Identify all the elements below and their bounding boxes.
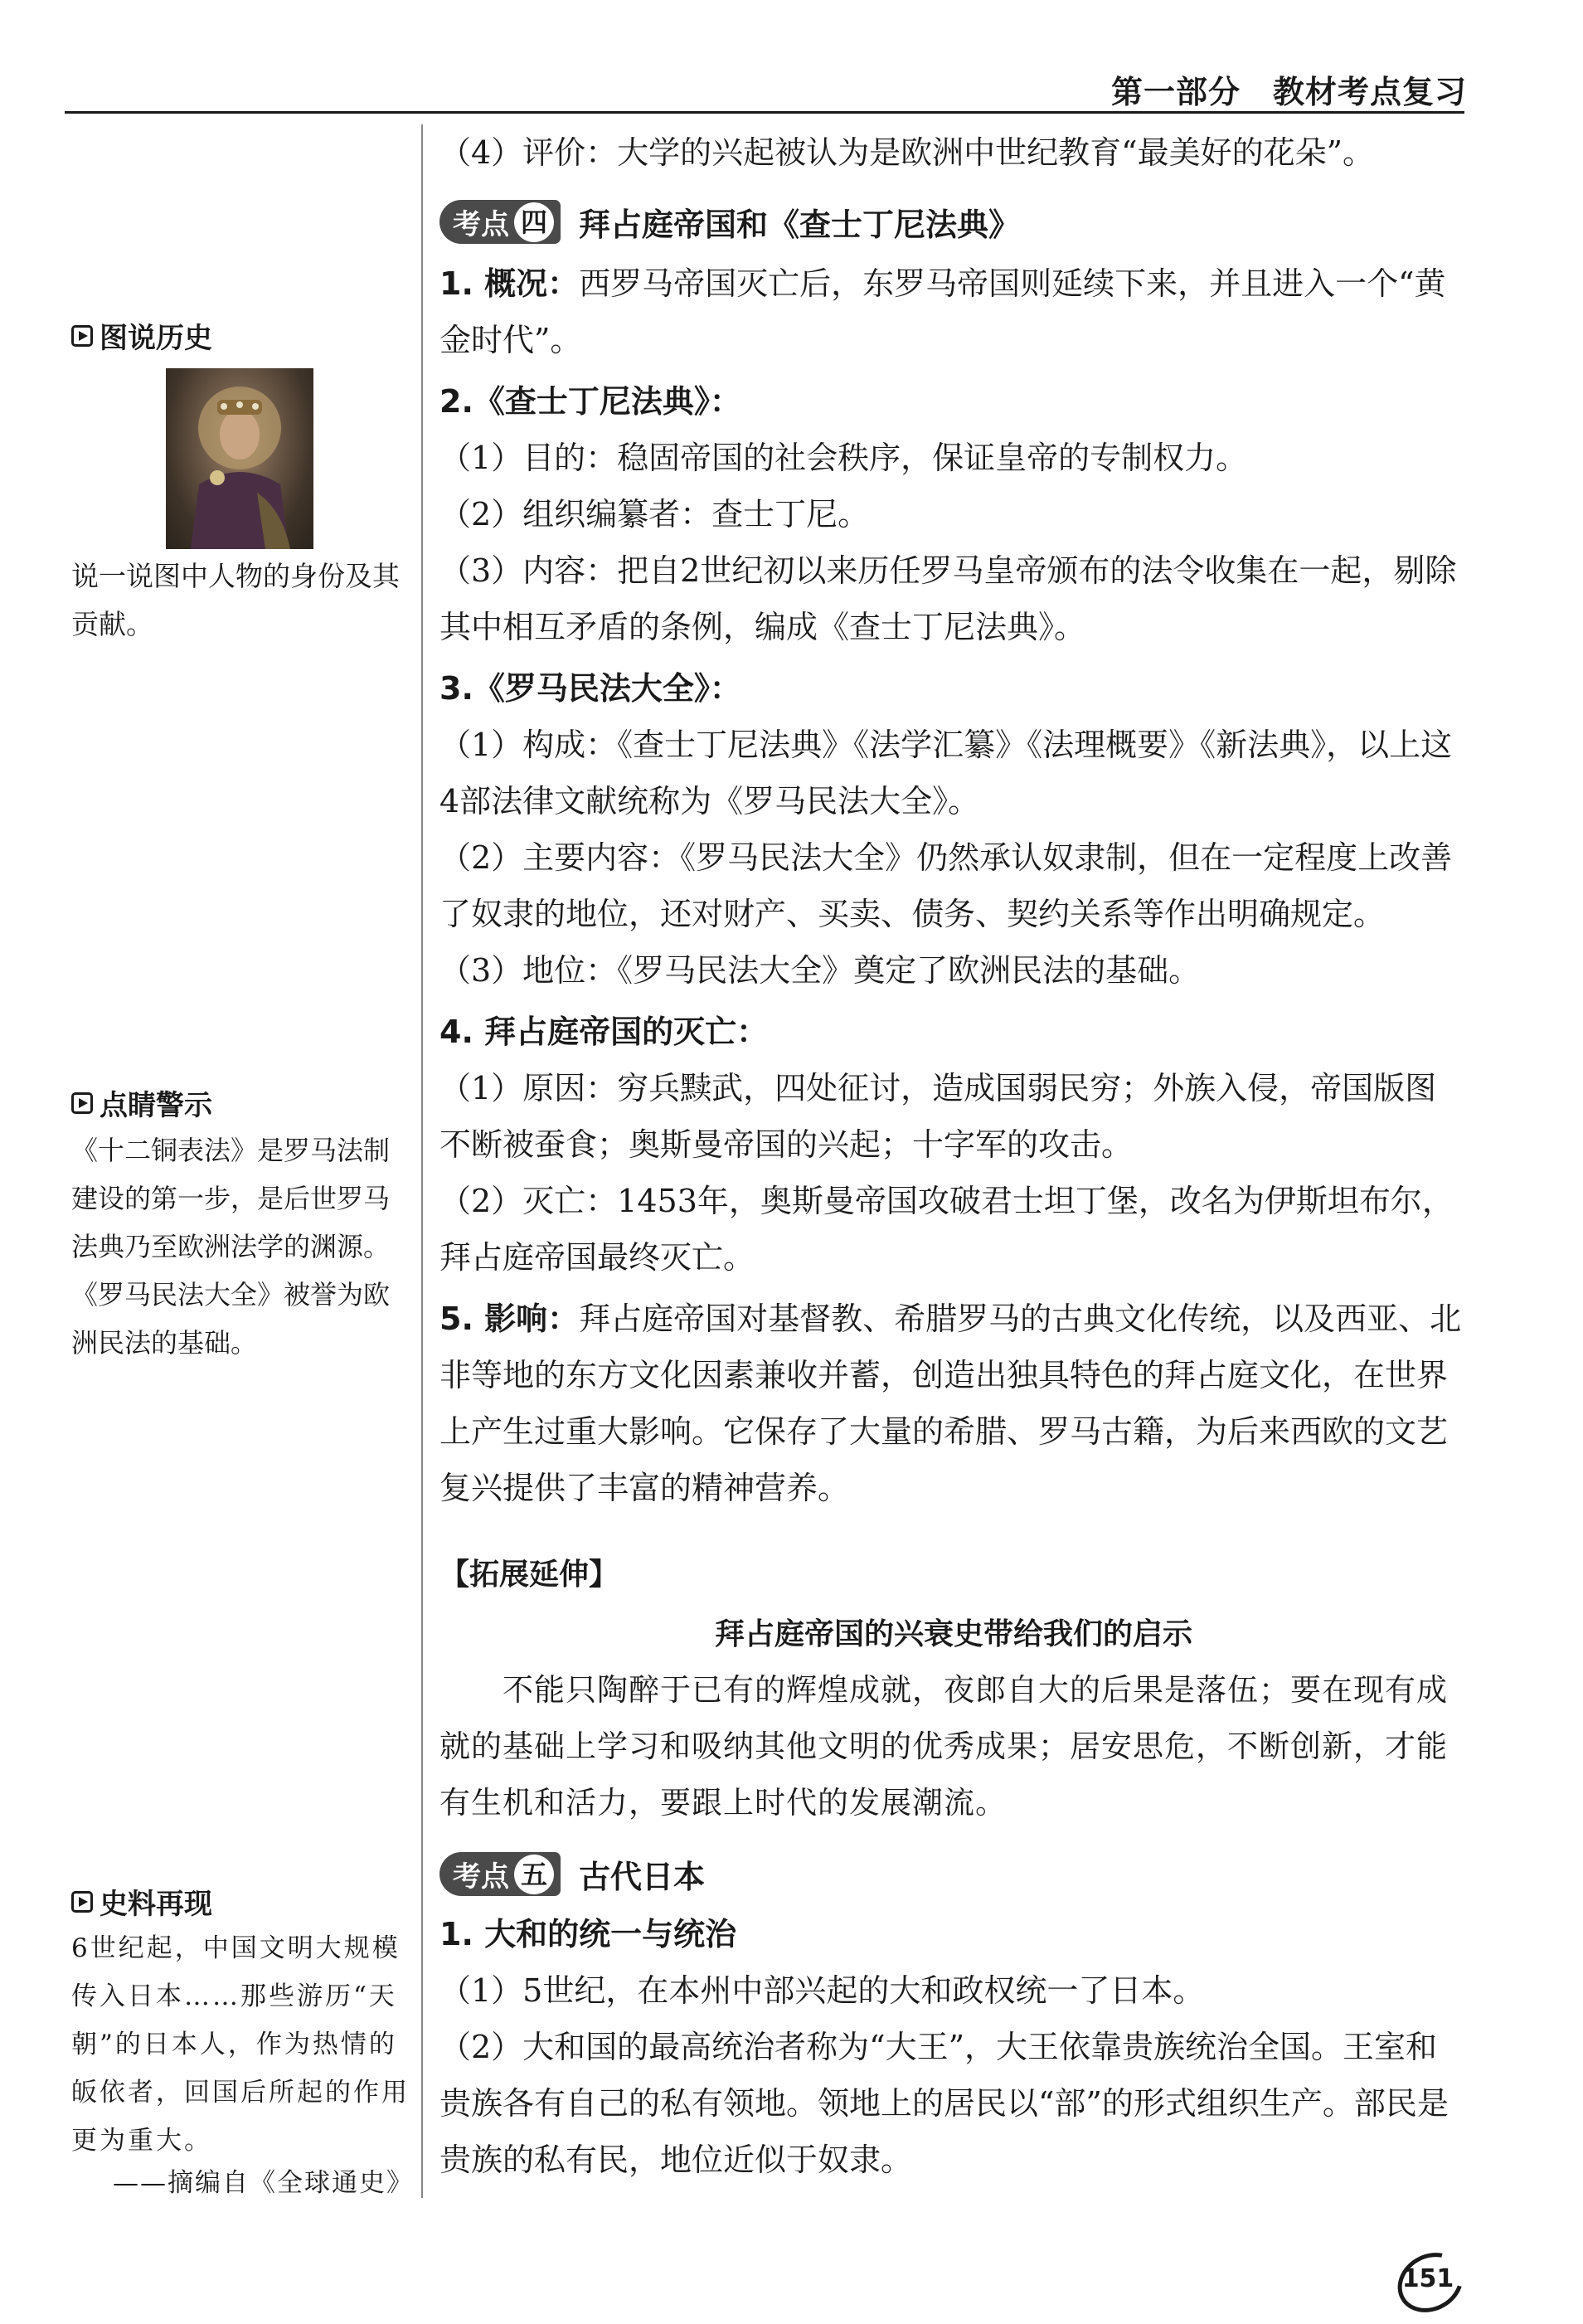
paragraph: （3）地位：《罗马民法大全》奠定了欧洲民法的基础。 — [439, 952, 1201, 989]
subheading: 1. 概况： — [439, 265, 580, 302]
sidebar-quote — [71, 1924, 411, 2165]
exam-point-badge — [439, 1852, 561, 1896]
page-number: 151 — [1393, 2253, 1463, 2306]
sidebar-box-source-material — [71, 1881, 212, 1922]
kd5-body — [439, 1906, 1468, 2188]
sidebar-warning-text — [71, 1126, 411, 1367]
text-line: 更为重大。 — [71, 2126, 212, 2156]
text-line: 6世纪起，中国文明大规模 — [71, 1933, 401, 1963]
sidebar-quote-source: ——摘编自《全球通史》 — [113, 2168, 414, 2198]
text-line: 建设的第一步，是后世罗马 — [71, 1183, 391, 1214]
play-icon — [71, 1891, 93, 1913]
paragraph: （2）主要内容：《罗马民法大全》仍然承认奴隶制，但在一定程度上改善了奴隶的地位，还对财产、买卖、债务、契约关系等作出明确规定。 — [439, 839, 1453, 932]
paragraph: （1）5世纪，在本州中部兴起的大和政权统一了日本。 — [439, 1972, 1205, 2009]
badge-label: 考点 — [453, 1860, 509, 1894]
section-heading-kd5 — [439, 1851, 705, 1897]
section-heading-kd4 — [439, 199, 1020, 245]
paragraph — [439, 1291, 1468, 1516]
sidebar-box-picture-history — [71, 315, 212, 356]
paragraph: （1）目的：稳固帝国的社会秩序，保证皇帝的专制权力。 — [439, 440, 1248, 476]
subheading: 3.《罗马民法大全》： — [439, 670, 741, 707]
page-header-title: 第一部分 教材考点复习 — [1110, 74, 1467, 110]
badge-label: 考点 — [453, 208, 509, 241]
text-line: 朝”的日本人，作为热情的 — [71, 2030, 397, 2059]
text-line: 法典乃至欧洲法学的渊源。 — [71, 1231, 391, 1262]
text-line: 皈依者，回国后所起的作用 — [71, 2078, 410, 2108]
mosaic-portrait-icon — [166, 368, 313, 549]
badge-number: 四 — [514, 202, 554, 242]
paragraph — [439, 255, 1468, 368]
extension-subtitle: 拜占庭帝国的兴衰史带给我们的启示 — [714, 1617, 1192, 1651]
text-line: 《罗马民法大全》被誉为欧 — [71, 1279, 391, 1310]
subheading: 1. 大和的统一与统治 — [439, 1916, 737, 1952]
subheading: 5. 影响： — [439, 1301, 580, 1337]
paragraph: （3）内容：把自2世纪初以来历任罗马皇帝颁布的法令收集在一起，剔除其中相互矛盾的条例，编成《查士丁尼法典》。 — [439, 552, 1457, 645]
badge-number: 五 — [514, 1855, 554, 1894]
sidebar-caption: 说一说图中人物的身份及其贡献。 — [71, 560, 400, 640]
text: 拜占庭帝国对基督教、希腊罗马的古典文化传统，以及西亚、北非等地的东方文化因素兼收并蓄，创造出独具特色的拜占庭文化，在世界上产生过重大影响。它保存了大量的希腊、罗马古籍，为后来西欧的文艺复兴提供了丰富的精神营养。 — [439, 1301, 1462, 1506]
kd4-body — [439, 255, 1468, 1516]
extension-body: 不能只陶醉于已有的辉煌成就，夜郎自大的后果是落伍；要在现有成就的基础上学习和吸纳其他文明的优秀成果；居安思危，不断创新，才能有生机和活力，要跟上时代的发展潮流。 — [439, 1672, 1448, 1821]
text-line: 《十二铜表法》是罗马法制 — [71, 1135, 391, 1166]
text-line: 传入日本……那些游历“天 — [71, 1981, 397, 2011]
text-line: 洲民法的基础。 — [71, 1327, 258, 1359]
column-divider — [421, 124, 423, 2198]
subheading: 2.《查士丁尼法典》： — [439, 383, 741, 420]
paragraph: （2）大和国的最高统治者称为“大王”，大王依靠贵族统治全国。王室和贵族各有自己的私有领地。领地上的居民以“部”的形式组织生产。部民是贵族的私有民，地位近似于奴隶。 — [439, 2029, 1449, 2178]
sidebar-box-title: 史料再现 — [100, 1888, 212, 1921]
extension-label: 【拓展延伸】 — [439, 1558, 619, 1592]
sidebar-box-title: 图说历史 — [100, 322, 212, 355]
emperor-mosaic-image — [166, 368, 313, 549]
sidebar-box-key-warning — [71, 1082, 212, 1123]
text: 西罗马帝国灭亡后，东罗马帝国则延续下来，并且进入一个“黄金时代”。 — [439, 265, 1446, 358]
paragraph: （1）原因：穷兵黩武，四处征讨，造成国弱民穷；外族入侵，帝国版图不断被蚕食；奥斯曼帝国的兴起；十字军的攻击。 — [439, 1070, 1437, 1163]
paragraph: （2）灭亡：1453年，奥斯曼帝国攻破君士坦丁堡，改名为伊斯坦布尔，拜占庭帝国最终灭亡。 — [439, 1183, 1454, 1276]
paragraph: （1）构成：《查士丁尼法典》《法学汇纂》《法理概要》《新法典》，以上这4部法律文献统称为《罗马民法大全》。 — [439, 727, 1453, 819]
play-icon — [71, 325, 93, 347]
paragraph: （2）组织编纂者：查士丁尼。 — [439, 496, 870, 532]
header-rule — [65, 111, 1464, 114]
subheading: 4. 拜占庭帝国的灭亡： — [439, 1014, 769, 1050]
section-title: 古代日本 — [579, 1859, 706, 1895]
exam-point-badge — [439, 200, 561, 244]
section-title: 拜占庭帝国和《查士丁尼法典》 — [579, 207, 1021, 243]
play-icon — [71, 1092, 93, 1114]
sidebar-box-title: 点睛警示 — [100, 1089, 212, 1122]
evaluation-line: （4）评价：大学的兴起被认为是欧洲中世纪教育“最美好的花朵”。 — [439, 134, 1375, 171]
